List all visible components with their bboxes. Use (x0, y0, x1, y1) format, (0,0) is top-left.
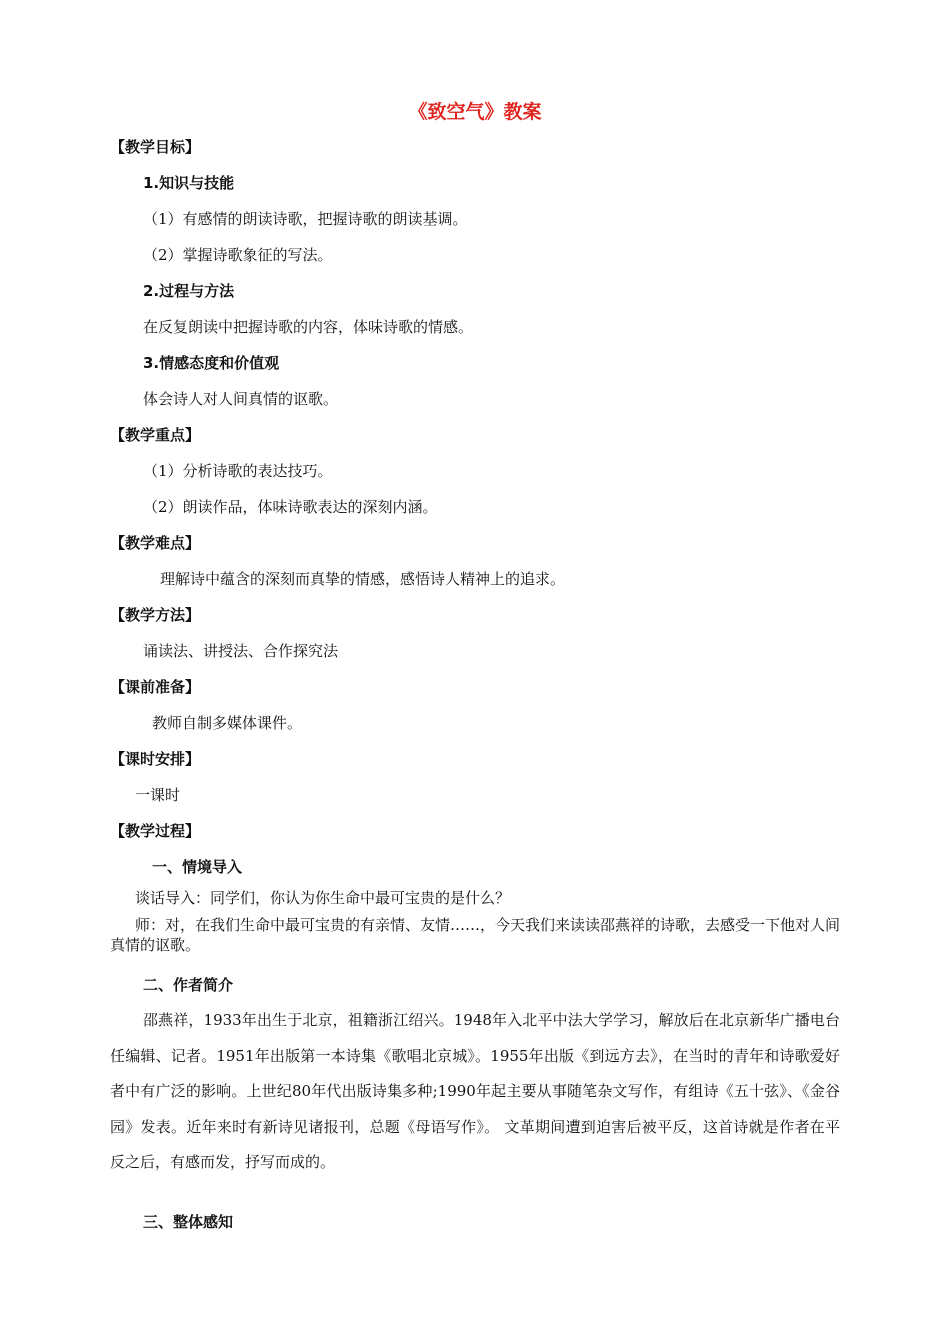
subheading-intro: 一、情境导入 (152, 858, 243, 876)
emotion-text: 体会诗人对人间真情的讴歌。 (143, 390, 339, 408)
difficulties-text: 理解诗中蕴含的深刻而真挚的情感，感悟诗人精神上的追求。 (160, 570, 566, 588)
section-heading-key-points: 【教学重点】 (110, 426, 201, 444)
objective-item-1: （1）有感情的朗读诗歌，把握诗歌的朗读基调。 (143, 210, 468, 228)
author-bio: 邵燕祥，1933年出生于北京，祖籍浙江绍兴。1948年入北平中法大学学习，解放后在北京新华广播电台任编辑、记者。1951年出版第一本诗集《歌唱北京城》。1955年出版《到远方去》，在当时的青年和诗歌爱好者中有广泛的影响。上世纪80年代出版诗集多种;1990年起主要从事随笔杂文写作，有组诗《五十弦》、《金谷园》发表。近年来时有新诗见诸报刊，总题《母语写作》。 文革期间遭到迫害后被平反，这首诗就是作者在平反之后，有感而发，抒写而成的。 (110, 1011, 840, 1171)
page-title: 《致空气》教案 (408, 101, 542, 123)
objective-item-2: （2）掌握诗歌象征的写法。 (143, 246, 333, 264)
intro-line-1: 谈话导入：同学们，你认为你生命中最可宝贵的是什么？ (135, 889, 511, 907)
section-heading-difficulties: 【教学难点】 (110, 534, 201, 552)
section-heading-schedule: 【课时安排】 (110, 750, 201, 768)
subheading-overall: 三、整体感知 (143, 1213, 234, 1231)
section-heading-objectives: 【教学目标】 (110, 138, 201, 156)
preparation-text: 教师自制多媒体课件。 (152, 714, 303, 732)
key-point-item-2: （2）朗读作品，体味诗歌表达的深刻内涵。 (143, 498, 438, 516)
subheading-emotion: 3.情感态度和价值观 (143, 354, 280, 372)
key-point-item-1: （1）分析诗歌的表达技巧。 (143, 462, 333, 480)
schedule-text: 一课时 (135, 786, 181, 804)
methods-text: 诵读法、讲授法、合作探究法 (143, 642, 339, 660)
subheading-author: 二、作者简介 (143, 976, 234, 994)
section-heading-preparation: 【课前准备】 (110, 678, 201, 696)
section-heading-methods: 【教学方法】 (110, 606, 201, 624)
process-text: 在反复朗读中把握诗歌的内容，体味诗歌的情感。 (143, 318, 474, 336)
subheading-process: 2.过程与方法 (143, 282, 235, 300)
subheading-knowledge: 1.知识与技能 (143, 174, 235, 192)
section-heading-procedure: 【教学过程】 (110, 822, 201, 840)
intro-line-2: 师：对，在我们生命中最可宝贵的有亲情、友情……，今天我们来读读邵燕祥的诗歌，去感受一下他对人间真情的讴歌。 (110, 916, 841, 954)
